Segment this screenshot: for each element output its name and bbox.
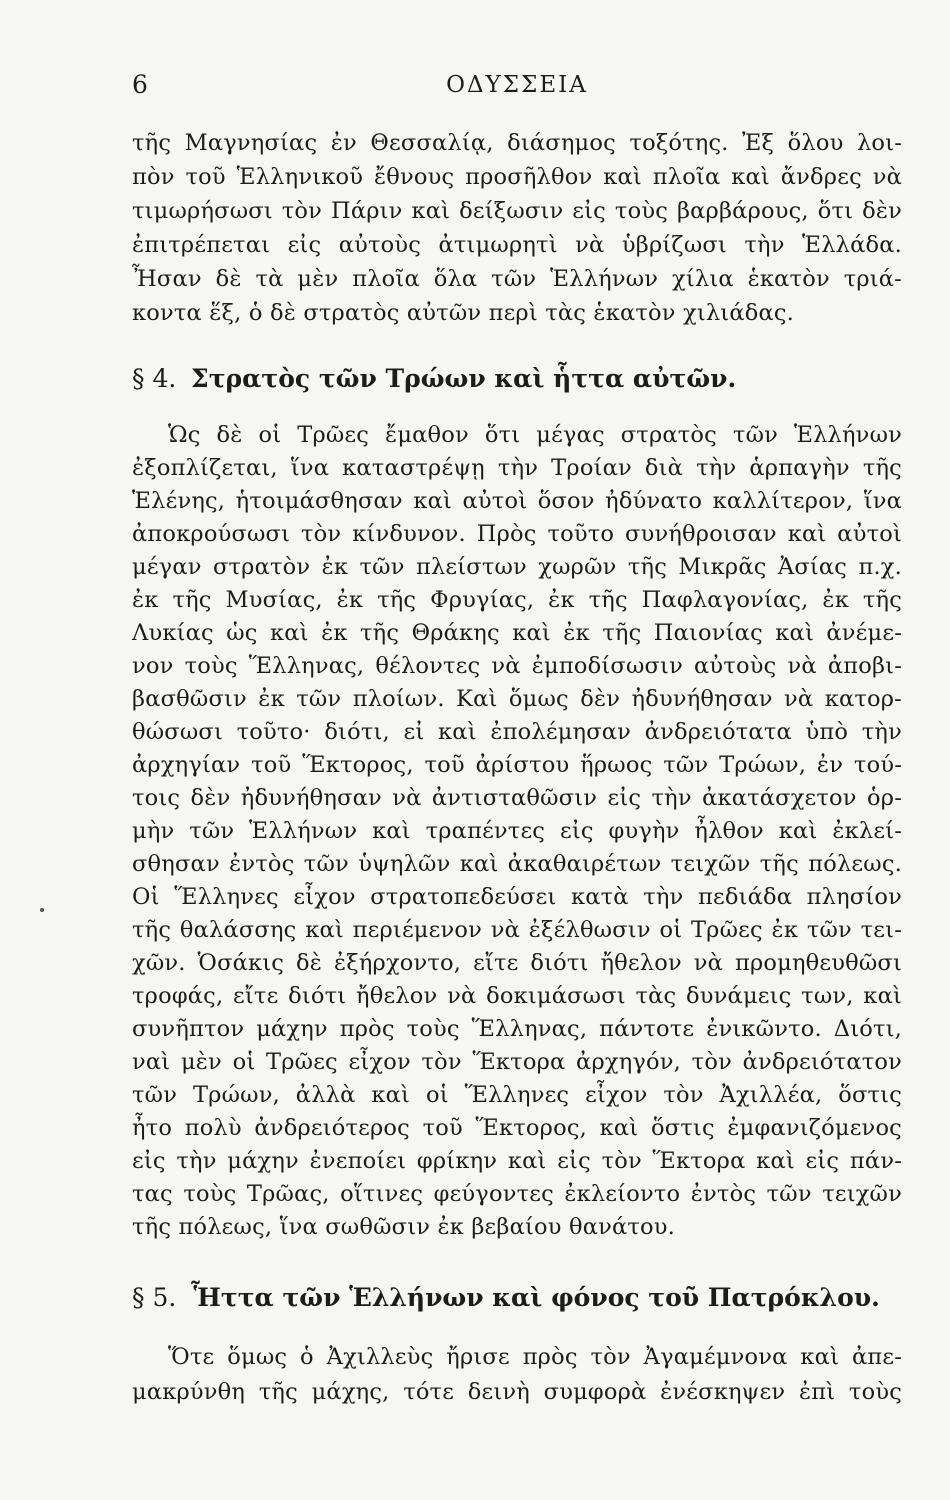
text-line: μέγαν στρατὸν ἐκ τῶν πλείστων χωρῶν τῆς Μικρᾶς Ἀσίας π.χ.: [132, 554, 902, 580]
text-line: τιμωρήσωσι τὸν Πάριν καὶ δείξωσιν εἰς τοὺς βαρβάρους, ὅτι δὲν: [132, 198, 902, 224]
text-line: κοντα ἕξ, ὁ δὲ στρατὸς αὐτῶν περὶ τὰς ἑκατὸν χιλιάδας.: [132, 300, 795, 326]
text-line: ἐπιτρέπεται εἰς αὐτοὺς ἀτιμωρητὶ νὰ ὑβρίζωσι τὴν Ἑλλάδα.: [132, 232, 902, 258]
text-line: Λυκίας ὡς καὶ ἐκ τῆς Θράκης καὶ ἐκ τῆς Παιονίας καὶ ἀνέμε-: [132, 620, 902, 646]
section-title: Ἧττα τῶν Ἑλλήνων καὶ φόνος τοῦ Πατρόκλου.: [191, 1283, 880, 1312]
text-line: ἦτο πολὺ ἀνδρειότερος τοῦ Ἕκτορος, καὶ ὅστις ἐμφανιζόμενος: [132, 1115, 902, 1141]
text-line: τροφάς, εἴτε διότι ἤθελον νὰ δοκιμάσωσι τὰς δυνάμεις των, καὶ: [132, 983, 902, 1009]
section-marker: § 4.: [132, 364, 177, 393]
text-line: σθησαν ἐντὸς τῶν ὑψηλῶν καὶ ἀκαθαιρέτων τειχῶν τῆς πόλεως.: [132, 851, 902, 877]
text-line: συνῆπτον μάχην πρὸς τοὺς Ἕλληνας, πάντοτε ἐνικῶντο. Διότι,: [132, 1016, 902, 1042]
section-heading-4: [132, 364, 902, 393]
text-line: θώσωσι τοῦτο· διότι, εἰ καὶ ἐπολέμησαν ἀνδρειότατα ὑπὸ τὴν: [132, 719, 902, 745]
section-heading-5: [132, 1283, 902, 1312]
text-line: Ὅτε ὅμως ὁ Ἀχιλλεὺς ἤρισε πρὸς τὸν Ἀγαμέμνονα καὶ ἀπε-: [168, 1344, 902, 1370]
text-line: τῶν Τρώων, ἀλλὰ καὶ οἱ Ἕλληνες εἶχον τὸν Ἀχιλλέα, ὅστις: [132, 1082, 902, 1108]
text-line: βασθῶσιν ἐκ τῶν πλοίων. Καὶ ὅμως δὲν ἠδυνήθησαν νὰ κατορ-: [132, 686, 902, 712]
text-line: Ἑλένης, ἡτοιμάσθησαν καὶ αὐτοὶ ὅσον ἠδύνατο καλλίτερον, ἵνα: [132, 488, 902, 514]
section-title: Στρατὸς τῶν Τρώων καὶ ἧττα αὐτῶν.: [191, 364, 737, 393]
ink-speck: [40, 908, 44, 912]
text-line: εἰς τὴν μάχην ἐνεποίει φρίκην καὶ εἰς τὸν Ἕκτορα καὶ εἰς πάν-: [132, 1148, 902, 1174]
text-line: τας τοὺς Τρῶας, οἵτινες φεύγοντες ἐκλείοντο ἐντὸς τῶν τειχῶν: [132, 1181, 902, 1207]
section-marker: § 5.: [132, 1283, 177, 1312]
text-line: ἀποκρούσωσι τὸν κίνδυνον. Πρὸς τοῦτο συνήθροισαν καὶ αὐτοὶ: [132, 521, 902, 547]
text-line: Ἦσαν δὲ τὰ μὲν πλοῖα ὅλα τῶν Ἑλλήνων χίλια ἑκατὸν τριά-: [132, 266, 902, 292]
text-line: μὴν τῶν Ἑλλήνων καὶ τραπέντες εἰς φυγὴν ἦλθον καὶ ἐκλεί-: [132, 818, 902, 844]
text-line: τοις δὲν ἠδυνήθησαν νὰ ἀντισταθῶσιν εἰς τὴν ἀκατάσχετον ὁρ-: [132, 785, 902, 811]
text-line: ἀρχηγίαν τοῦ Ἕκτορος, τοῦ ἀρίστου ἥρωος τῶν Τρώων, ἐν τού-: [132, 752, 902, 778]
page-header: [132, 70, 902, 110]
page-number: 6: [132, 70, 148, 99]
text-line: Οἱ Ἕλληνες εἶχον στρατοπεδεύσει κατὰ τὴν πεδιάδα πλησίον: [132, 884, 902, 910]
text-line: μακρύνθη τῆς μάχης, τότε δεινὴ συμφορὰ ἐνέσκηψεν ἐπὶ τοὺς: [132, 1379, 902, 1405]
text-line: τῆς Μαγνησίας ἐν Θεσσαλίᾳ, διάσημος τοξότης. Ἐξ ὅλου λοι-: [132, 130, 902, 156]
text-line: Ὡς δὲ οἱ Τρῶες ἔμαθον ὅτι μέγας στρατὸς τῶν Ἑλλήνων: [168, 422, 902, 448]
text-line: ἐξοπλίζεται, ἵνα καταστρέψῃ τὴν Τροίαν διὰ τὴν ἁρπαγὴν τῆς: [132, 455, 902, 481]
text-line: ναὶ μὲν οἱ Τρῶες εἶχον τὸν Ἕκτορα ἀρχηγόν, τὸν ἀνδρειότατον: [132, 1049, 902, 1075]
text-line: ἐκ τῆς Μυσίας, ἐκ τῆς Φρυγίας, ἐκ τῆς Παφλαγονίας, ἐκ τῆς: [132, 587, 902, 613]
text-line: τῆς πόλεως, ἵνα σωθῶσιν ἐκ βεβαίου θανάτου.: [132, 1214, 676, 1240]
text-line: νον τοὺς Ἕλληνας, θέλοντες νὰ ἐμποδίσωσιν αὐτοὺς νὰ ἀποβι-: [132, 653, 902, 679]
text-line: χῶν. Ὁσάκις δὲ ἐξήρχοντο, εἴτε διότι ἤθελον νὰ προμηθευθῶσι: [132, 950, 902, 976]
running-title: ΟΔΥΣΣΕΙΑ: [446, 72, 588, 98]
text-line: τῆς θαλάσσης καὶ περιέμενον νὰ ἐξέλθωσιν οἱ Τρῶες ἐκ τῶν τει-: [132, 917, 902, 943]
text-line: πὸν τοῦ Ἑλληνικοῦ ἔθνους προσῆλθον καὶ πλοῖα καὶ ἄνδρες νὰ: [132, 164, 902, 190]
